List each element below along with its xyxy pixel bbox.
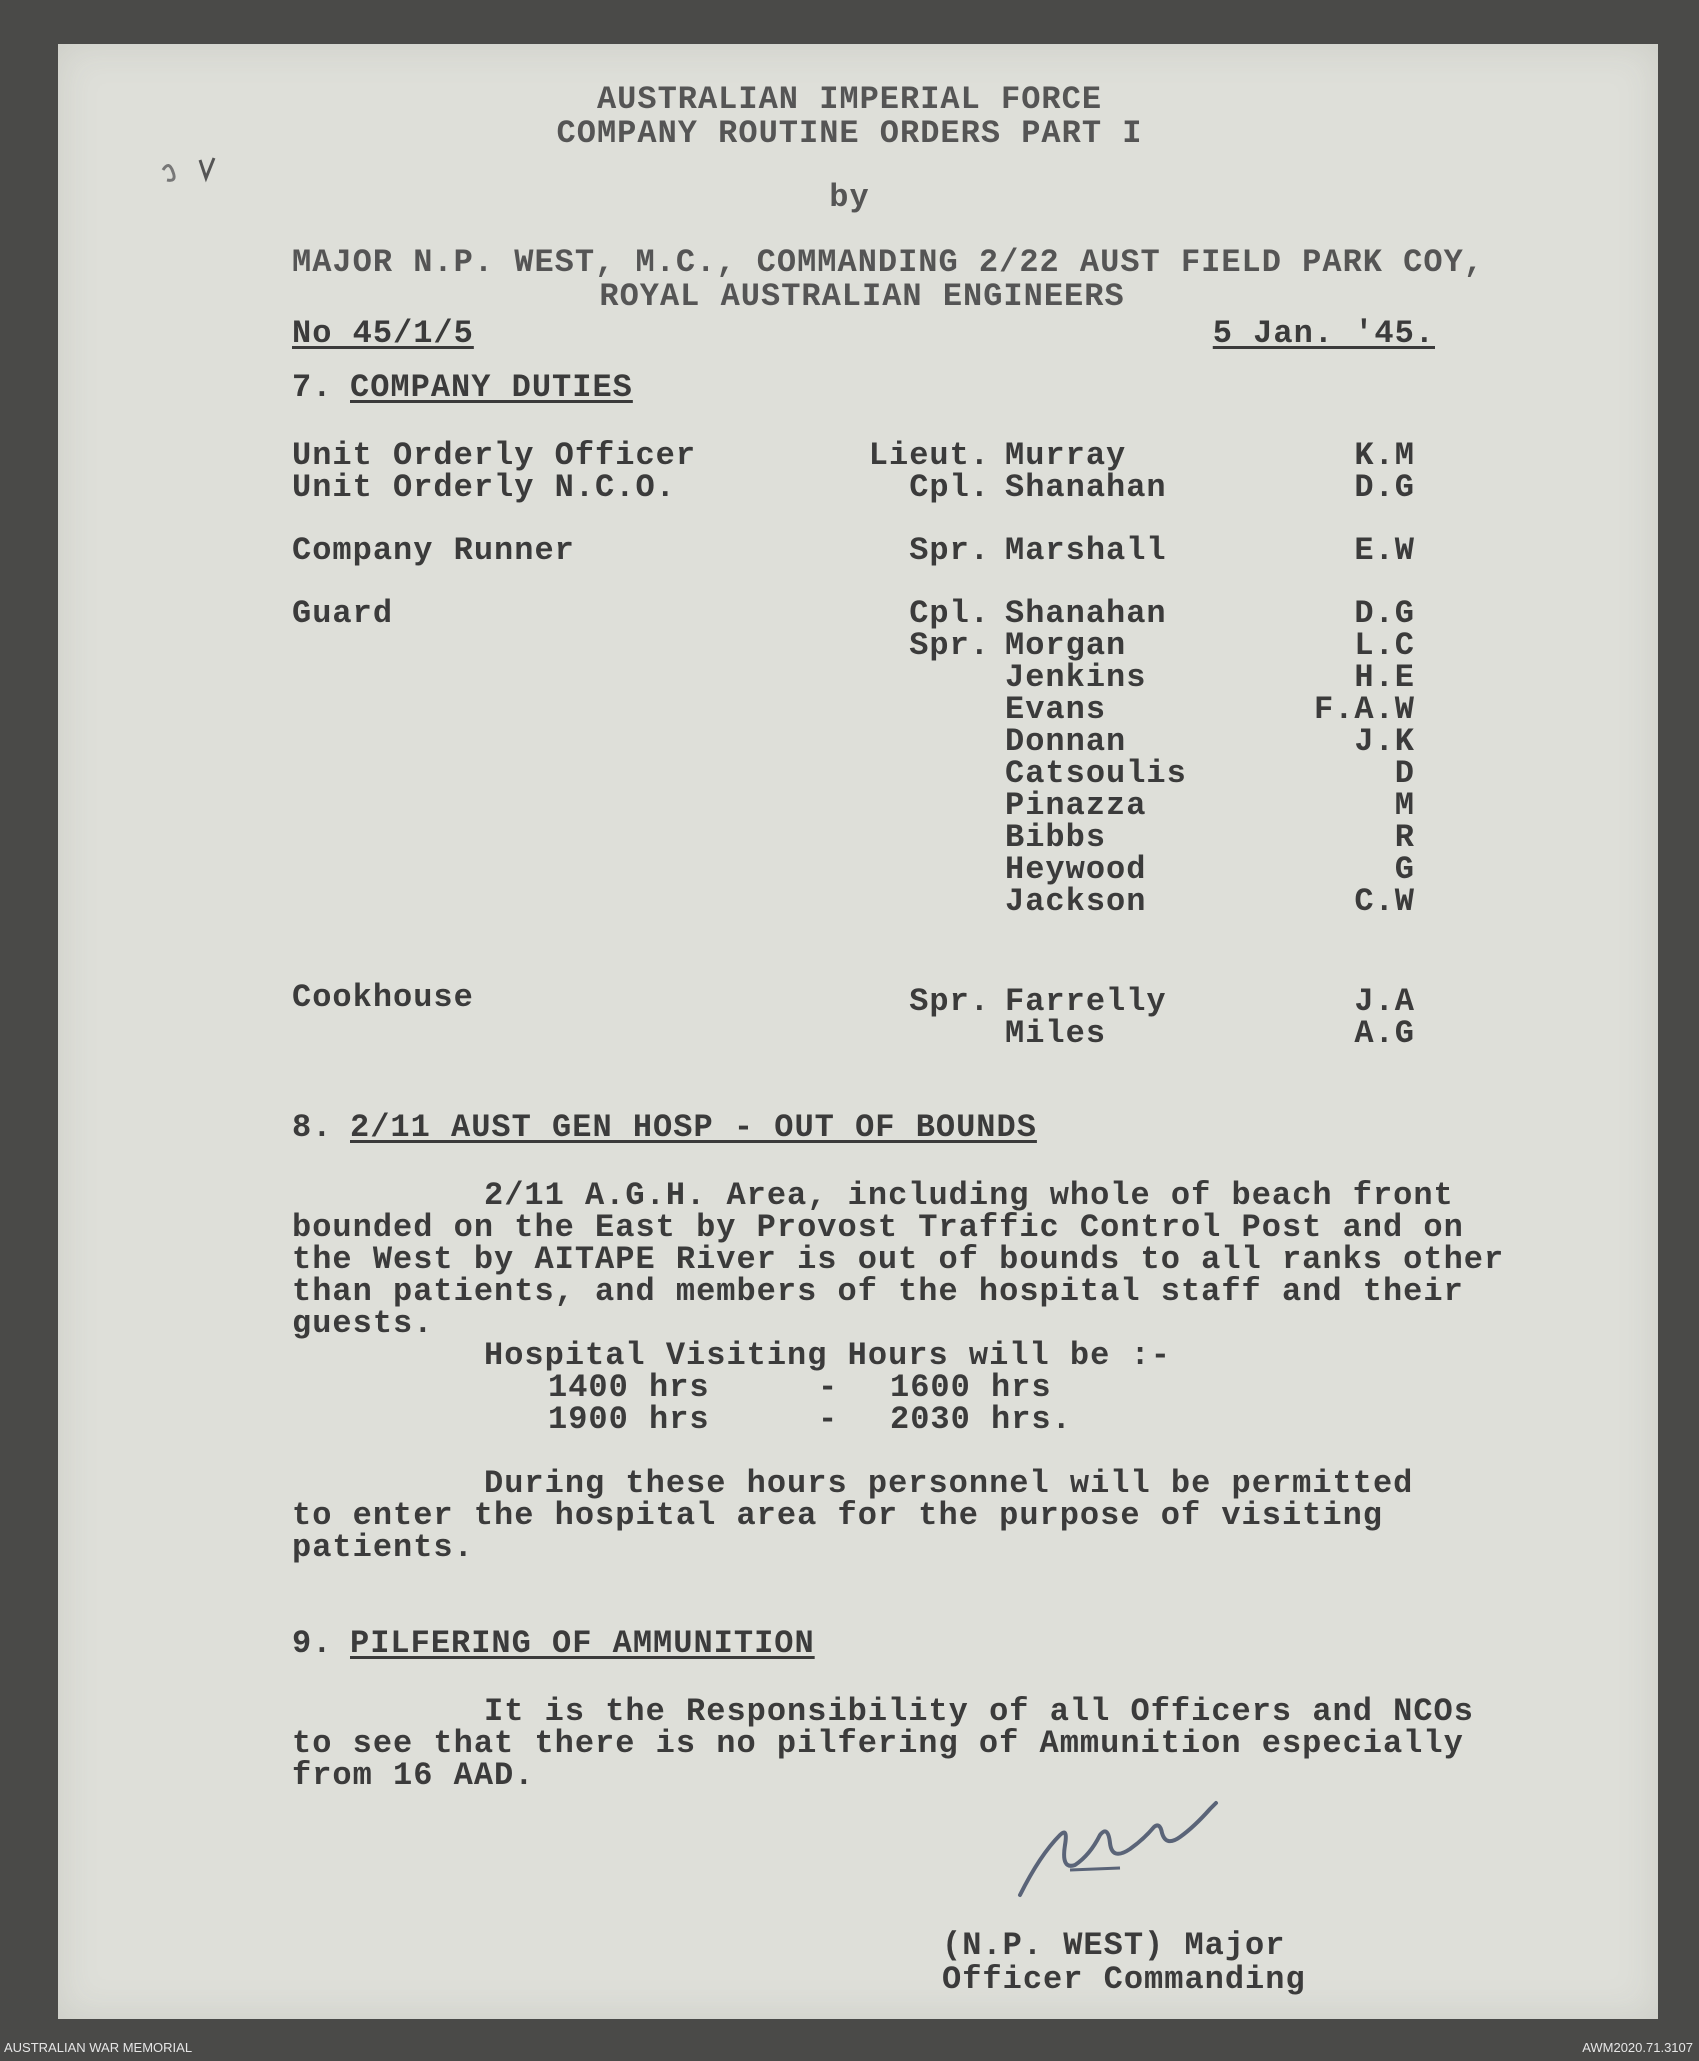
section-8-number: 8. — [292, 1109, 333, 1146]
duty-name: Donnan — [1005, 723, 1127, 760]
section-8-para-line: the West by AITAPE River is out of bounds to all ranks other — [292, 1241, 1505, 1278]
duty-initials: G — [1394, 851, 1415, 888]
duty-label: Company Runner — [292, 532, 575, 569]
duty-initials: A.G — [1354, 1015, 1415, 1052]
duty-rank: Spr. — [909, 532, 990, 569]
duty-label: Unit Orderly N.C.O. — [292, 469, 676, 506]
order-date: 5 Jan. '45. — [1212, 315, 1435, 352]
archive-credit: AUSTRALIAN WAR MEMORIAL — [4, 2040, 193, 2055]
duty-name: Shanahan — [1005, 595, 1167, 632]
duty-initials: L.C — [1354, 627, 1415, 664]
section-7-number: 7. — [292, 369, 333, 406]
archive-reference: AWM2020.71.3107 — [1582, 2040, 1693, 2055]
duty-name: Miles — [1005, 1015, 1107, 1052]
duty-name: Catsoulis — [1005, 755, 1187, 792]
duty-name: Shanahan — [1005, 469, 1167, 506]
header-line-1: AUSTRALIAN IMPERIAL FORCE — [596, 81, 1103, 118]
visiting-hours-sep: - — [818, 1369, 839, 1406]
duty-label: Guard — [292, 595, 394, 632]
duty-initials: F.A.W — [1313, 691, 1415, 728]
duty-initials: D.G — [1354, 469, 1415, 506]
duty-initials: K.M — [1354, 437, 1415, 474]
section-8-para-line: than patients, and members of the hospital staff and their — [292, 1273, 1464, 1310]
duty-rank: Spr. — [909, 983, 990, 1020]
header-by: by — [829, 179, 870, 216]
duty-rank: Cpl. — [909, 469, 990, 506]
header-line-2: COMPANY ROUTINE ORDERS PART I — [556, 115, 1143, 152]
section-7-heading: COMPANY DUTIES — [350, 369, 633, 406]
duty-initials: J.A — [1354, 983, 1415, 1020]
section-9-number: 9. — [292, 1625, 333, 1662]
visiting-hours-title: Hospital Visiting Hours will be :- — [484, 1337, 1171, 1374]
signatory-name: (N.P. WEST) Major — [942, 1927, 1286, 1964]
duty-name: Heywood — [1005, 851, 1147, 888]
duty-name: Evans — [1005, 691, 1107, 728]
duty-name: Pinazza — [1005, 787, 1147, 824]
duty-name: Jackson — [1005, 883, 1147, 920]
duty-label: Cookhouse — [292, 979, 474, 1016]
duty-initials: R — [1394, 819, 1415, 856]
duty-initials: D — [1394, 755, 1415, 792]
duty-name: Morgan — [1005, 627, 1127, 664]
duty-initials: D.G — [1354, 595, 1415, 632]
section-9-para-line: to see that there is no pilfering of Ammunition especially — [292, 1725, 1464, 1762]
section-8-para-line: 2/11 A.G.H. Area, including whole of beach front — [484, 1177, 1454, 1214]
duty-name: Bibbs — [1005, 819, 1107, 856]
section-8-para2-line: patients. — [292, 1529, 474, 1566]
duty-name: Marshall — [1005, 532, 1167, 569]
handwritten-signature — [1010, 1800, 1340, 1910]
section-8-para-line: guests. — [292, 1305, 434, 1342]
duty-initials: H.E — [1354, 659, 1415, 696]
section-9-para-line: It is the Responsibility of all Officers and NCOs — [484, 1693, 1474, 1730]
signatory-title: Officer Commanding — [942, 1961, 1306, 1998]
visiting-hours-from: 1900 hrs — [548, 1401, 710, 1438]
section-8-para-line: bounded on the East by Provost Traffic Control Post and on — [292, 1209, 1464, 1246]
duty-name: Murray — [1005, 437, 1127, 474]
duty-rank: Spr. — [909, 627, 990, 664]
duty-initials: C.W — [1354, 883, 1415, 920]
order-number: No 45/1/5 — [292, 315, 474, 352]
section-8-para2-line: to enter the hospital area for the purpose of visiting — [292, 1497, 1383, 1534]
section-9-heading: PILFERING OF AMMUNITION — [350, 1625, 815, 1662]
visiting-hours-sep: - — [818, 1401, 839, 1438]
header-line-4: ROYAL AUSTRALIAN ENGINEERS — [599, 278, 1125, 315]
section-9-para-line: from 16 AAD. — [292, 1757, 535, 1794]
visiting-hours-to: 1600 hrs — [890, 1369, 1052, 1406]
section-8-heading: 2/11 AUST GEN HOSP - OUT OF BOUNDS — [350, 1109, 1037, 1146]
section-8-para2-line: During these hours personnel will be permitted — [484, 1465, 1414, 1502]
duty-rank: Lieut. — [868, 437, 990, 474]
visiting-hours-from: 1400 hrs — [548, 1369, 710, 1406]
visiting-hours-to: 2030 hrs. — [890, 1401, 1072, 1438]
duty-rank: Cpl. — [909, 595, 990, 632]
duty-name: Farrelly — [1005, 983, 1167, 1020]
duty-name: Jenkins — [1005, 659, 1147, 696]
duty-initials: M — [1394, 787, 1415, 824]
duty-initials: E.W — [1354, 532, 1415, 569]
duty-initials: J.K — [1354, 723, 1415, 760]
duty-label: Unit Orderly Officer — [292, 437, 697, 474]
header-line-3: MAJOR N.P. WEST, M.C., COMMANDING 2/22 AUST FIELD PARK COY, — [292, 244, 1484, 281]
